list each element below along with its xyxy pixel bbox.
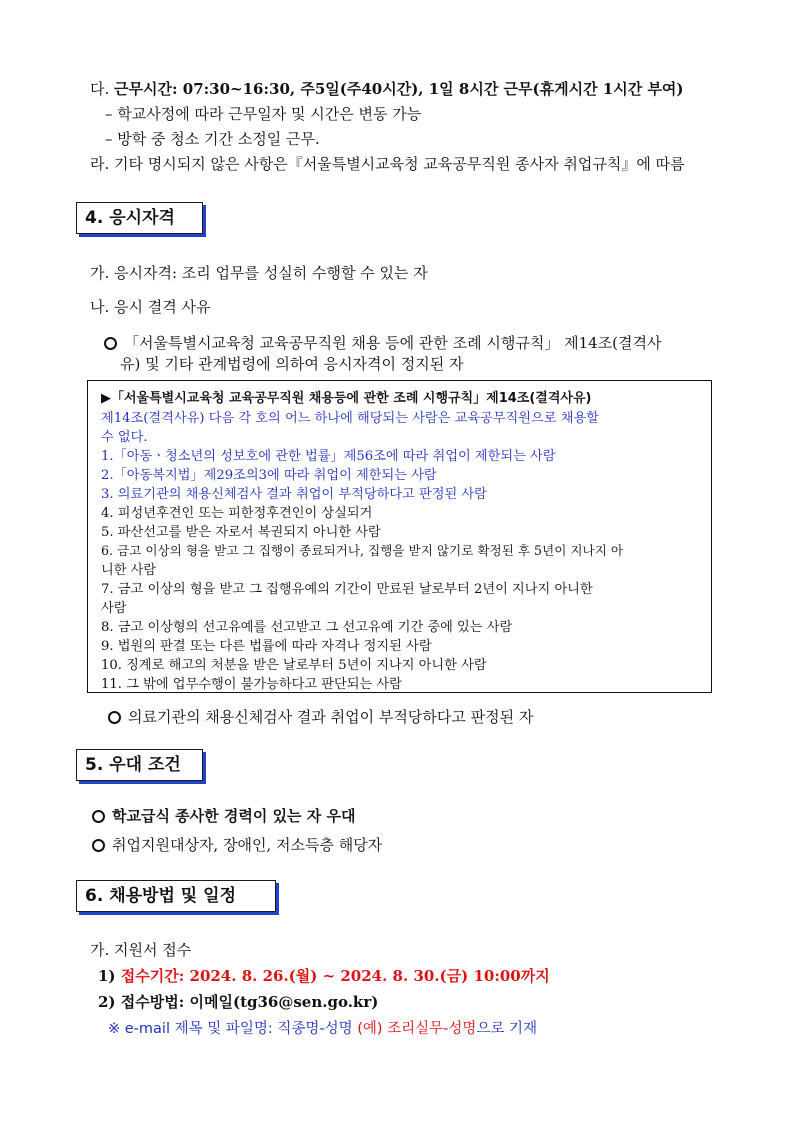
circle-bullet-icon xyxy=(92,839,105,852)
bullet-text: 의료기관의 채용신체검사 결과 취업이 부적당하다고 판정된 자 xyxy=(128,708,534,726)
regulation-item-5: 5. 파산선고를 받은 자로서 복권되지 아니한 사람 xyxy=(101,525,381,540)
regulation-intro: 제14조(결격사유) 다음 각 호의 어느 하나에 해당되는 사람은 교육공무직원으로 채용할 xyxy=(101,411,599,426)
application-title: 가. 지원서 접수 xyxy=(90,941,192,959)
regulation-item-2: 2.「아동복지법」제29조의3에 따라 취업이 제한되는 사람 xyxy=(101,468,437,483)
note-example-label: (예) xyxy=(357,1021,383,1037)
regulation-item-10: 10. 징계로 해고의 처분을 받은 날로부터 5년이 지나지 아니한 사람 xyxy=(101,658,487,673)
section-heading-4: 4. 응시자격 xyxy=(76,202,203,234)
bullet-text: 학교급식 종사한 경력이 있는 자 우대 xyxy=(112,807,356,825)
section-heading-6: 6. 채용방법 및 일정 xyxy=(76,880,276,912)
regulation-item-6-cont: 니한 사람 xyxy=(101,563,157,578)
work-hours-text: 근무시간: 07:30~16:30, 주5일(주40시간), 1일 8시간 근무(휴게시간 1시간 부여) xyxy=(114,80,684,98)
preference-bullet-2 xyxy=(92,834,382,855)
regulation-item-7: 7. 금고 이상의 형을 받고 그 집행유예의 기간이 만료된 날로부터 2년이 지나지 아니한 xyxy=(101,582,593,597)
item-number: 2) xyxy=(98,993,116,1011)
circle-bullet-icon xyxy=(108,711,121,724)
regulation-item-4: 4. 피성년후견인 또는 피한정후견인이 상실되거 xyxy=(101,506,373,521)
email-note xyxy=(108,1017,537,1038)
medical-bullet xyxy=(108,706,533,727)
disqualification-bullet-cont: 유) 및 기타 관계법령에 의하여 응시자격이 정지된 자 xyxy=(120,355,464,373)
bullet-text: 「서울특별시교육청 교육공무직원 채용 등에 관한 조례 시행규칙」 제14조(결격사 xyxy=(124,334,662,352)
note-text-end: 으로 기재 xyxy=(476,1021,538,1037)
work-note-2: – 방학 중 청소 기간 소정일 근무. xyxy=(105,130,320,148)
regulation-box-title: ▶「서울특별시교육청 교육공무직원 채용등에 관한 조례 시행규칙」제14조(결격사유) xyxy=(101,391,592,406)
item-number: 1) xyxy=(98,967,116,985)
section-heading-5: 5. 우대 조건 xyxy=(76,749,203,781)
regulation-item-7-cont: 사람 xyxy=(101,601,127,616)
regulation-item-3: 3. 의료기관의 채용신체검사 결과 취업이 부적당하다고 판정된 사람 xyxy=(101,487,487,502)
regulation-box xyxy=(87,380,712,693)
work-hours-line xyxy=(90,78,684,99)
item-prefix: 다. xyxy=(90,80,110,98)
bullet-text: 취업지원대상자, 장애인, 저소득층 해당자 xyxy=(112,836,383,854)
work-note-1: – 학교사정에 따라 근무일자 및 시간은 변동 가능 xyxy=(105,105,422,123)
preference-bullet-1 xyxy=(92,805,355,826)
application-method-text: 접수방법: 이메일(tg36@sen.go.kr) xyxy=(120,993,379,1011)
regulation-item-9: 9. 법원의 판결 또는 다른 법률에 따라 자격나 정지된 사람 xyxy=(101,639,432,654)
regulation-intro-cont: 수 없다. xyxy=(101,430,148,445)
regulation-item-1: 1.「아동ㆍ청소년의 성보호에 관한 법률」제56조에 따라 취업이 제한되는 사람 xyxy=(101,449,556,464)
eligibility-line: 가. 응시자격: 조리 업무를 성실히 수행할 수 있는 자 xyxy=(90,264,428,282)
note-example: 조리실무-성명 xyxy=(382,1021,477,1037)
application-period-text: 접수기간: 2024. 8. 26.(월) ~ 2024. 8. 30.(금) 10:00까지 xyxy=(120,967,550,985)
disqualification-bullet xyxy=(104,332,662,353)
regulation-item-11: 11. 그 밖에 업무수행이 불가능하다고 판단되는 사람 xyxy=(101,677,402,692)
circle-bullet-icon xyxy=(104,337,117,350)
disqualification-title: 나. 응시 결격 사유 xyxy=(90,298,211,316)
note-text: ※ e-mail 제목 및 파일명: 직종명-성명 xyxy=(108,1021,358,1037)
regulation-item-8: 8. 금고 이상형의 선고유예를 선고받고 그 선고유예 기간 중에 있는 사람 xyxy=(101,620,513,635)
application-period xyxy=(98,965,550,986)
application-method xyxy=(98,991,378,1012)
circle-bullet-icon xyxy=(92,810,105,823)
regulation-item-6: 6. 금고 이상의 형을 받고 그 집행이 종료되거나, 집행을 받지 않기로 확정된 후 5년이 지나지 아 xyxy=(101,543,624,558)
other-rules-line: 라. 기타 명시되지 않은 사항은『서울특별시교육청 교육공무직원 종사자 취업규칙』에 따름 xyxy=(90,155,685,173)
